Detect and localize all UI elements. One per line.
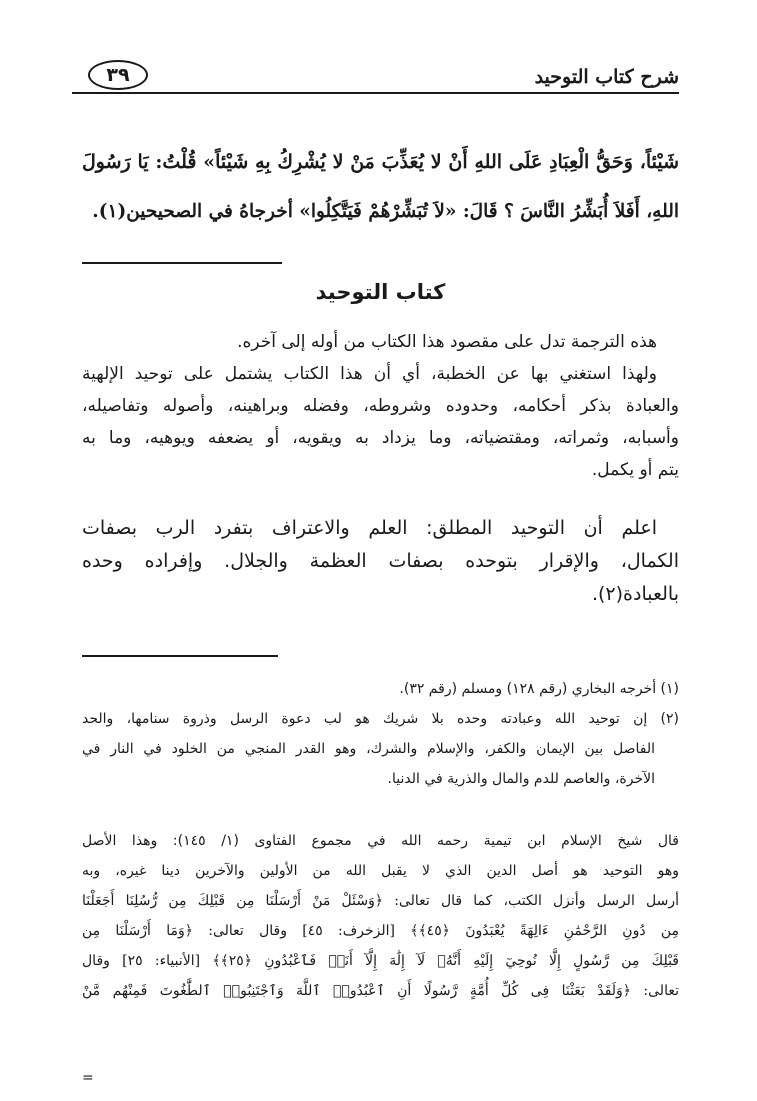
footnotes <box>82 674 679 794</box>
continuation-mark: = <box>82 1070 94 1086</box>
quote-line: مِن دُونِ الرَّحْمَٰنِ ءَالِهَةً يُعْبَدُونَ ﴿٤٥﴾﴾ [الزخرف: ٤٥] وقال تعالى: ﴿وَمَا أَرْسَلْنَا مِن <box>82 923 679 939</box>
header-rule <box>72 92 679 94</box>
definition-paragraph <box>82 512 679 611</box>
quote-line: أرسل الرسل وأنزل الكتب، كما قال تعالى: ﴿وَسْئَلْ مَنْ أَرْسَلْنَا مِن قَبْلِكَ مِن رُّسُلِنَا أَجَعَلْنَا <box>82 893 679 909</box>
commentary-line: هذه الترجمة تدل على مقصود هذا الكتاب من أوله إلى آخره. <box>237 332 657 352</box>
commentary-line: وأسبابه، وثمراته، ومقتضياته، وما يزداد به ويقويه، أو يضعفه ويوهيه، وما به <box>82 428 679 448</box>
hadith-line: شَيْئاً، وَحَقُّ الْعِبَادِ عَلَى اللهِ أَنْ لا يُعَذِّبَ مَنْ لا يُشْرِكُ بِهِ شَيْئاً» قُلْتُ: يَا رَسُولَ <box>82 151 679 173</box>
definition-line: اعلم أن التوحيد المطلق: العلم والاعتراف بتفرد الرب بصفات <box>82 517 657 539</box>
commentary-paragraph <box>82 326 679 486</box>
chapter-title: كتاب التوحيد <box>315 280 446 304</box>
definition-line: بالعبادة(٢). <box>591 583 679 605</box>
footnote-quote <box>82 826 679 1006</box>
commentary-line: ولهذا استغني بها عن الخطبة، أي أن هذا الكتاب يشتمل على توحيد الإلهية <box>82 364 657 384</box>
page-header <box>72 56 679 100</box>
section-divider <box>82 262 282 264</box>
footnote-2-line: الفاصل بين الإيمان والكفر، والإسلام والشرك، وهو القدر المنجي من الخلود في النار في <box>82 741 655 757</box>
definition-line: الكمال، والإقرار بتوحده بصفات العظمة والجلال. وإفراده وحده <box>82 550 679 572</box>
footnote-2-line: الآخرة، والعاصم للدم والمال والذرية في الدنيا. <box>387 771 655 787</box>
footnote-1: (١) أخرجه البخاري (رقم ١٢٨) ومسلم (رقم ٣٢). <box>399 681 679 697</box>
quote-line: قَبْلِكَ مِن رَّسُولٍ إِلَّا نُوحِيٓ إِلَيْهِ أَنَّهُۥ لَآ إِلَٰهَ إِلَّآ أَنَا۠ فَٱعْبُدُونِ ﴿٢٥﴾﴾ [الأنبياء: ٢٥] وقال <box>82 953 679 969</box>
page-number: ٣٩ <box>88 60 148 90</box>
quote-line: قال شيخ الإسلام ابن تيمية رحمه الله في مجموع الفتاوى (١/ ١٤٥): وهذا الأصل <box>82 833 680 849</box>
quote-line: تعالى: ﴿وَلَقَدْ بَعَثْنَا فِى كُلِّ أُمَّةٍ رَّسُولًا أَنِ ٱعْبُدُوا۟ ٱللَّهَ وَٱجْتَنِبُوا۟ ٱلطَّٰغُوتَ فَمِنْهُم مَّنْ <box>82 983 679 999</box>
running-title: شرح كتاب التوحيد <box>534 66 679 88</box>
commentary-line: يتم أو يكمل. <box>591 460 679 480</box>
hadith-line: اللهِ، أَفَلاَ أُبَشِّرُ النَّاسَ ؟ قَالَ: «لاَ تُبَشِّرْهُمْ فَيَتَّكِلُوا» أخرجاهُ في الصحيحين(١). <box>92 201 679 222</box>
hadith-text <box>82 137 679 237</box>
quote-line: وهو التوحيد هو أصل الدين الذي لا يقبل الله من الأولين والآخرين دينا غيره، وبه <box>82 863 679 879</box>
footnote-2-line: (٢) إن توحيد الله وعبادته وحده بلا شريك هو لب دعوة الرسل وذروة سنامها، والحد <box>82 711 679 727</box>
commentary-line: والعبادة بذكر أحكامه، وحدوده وشروطه، وفضله وبراهينه، وأصوله وتفاصيله، <box>82 396 679 416</box>
footnote-divider <box>82 655 278 657</box>
